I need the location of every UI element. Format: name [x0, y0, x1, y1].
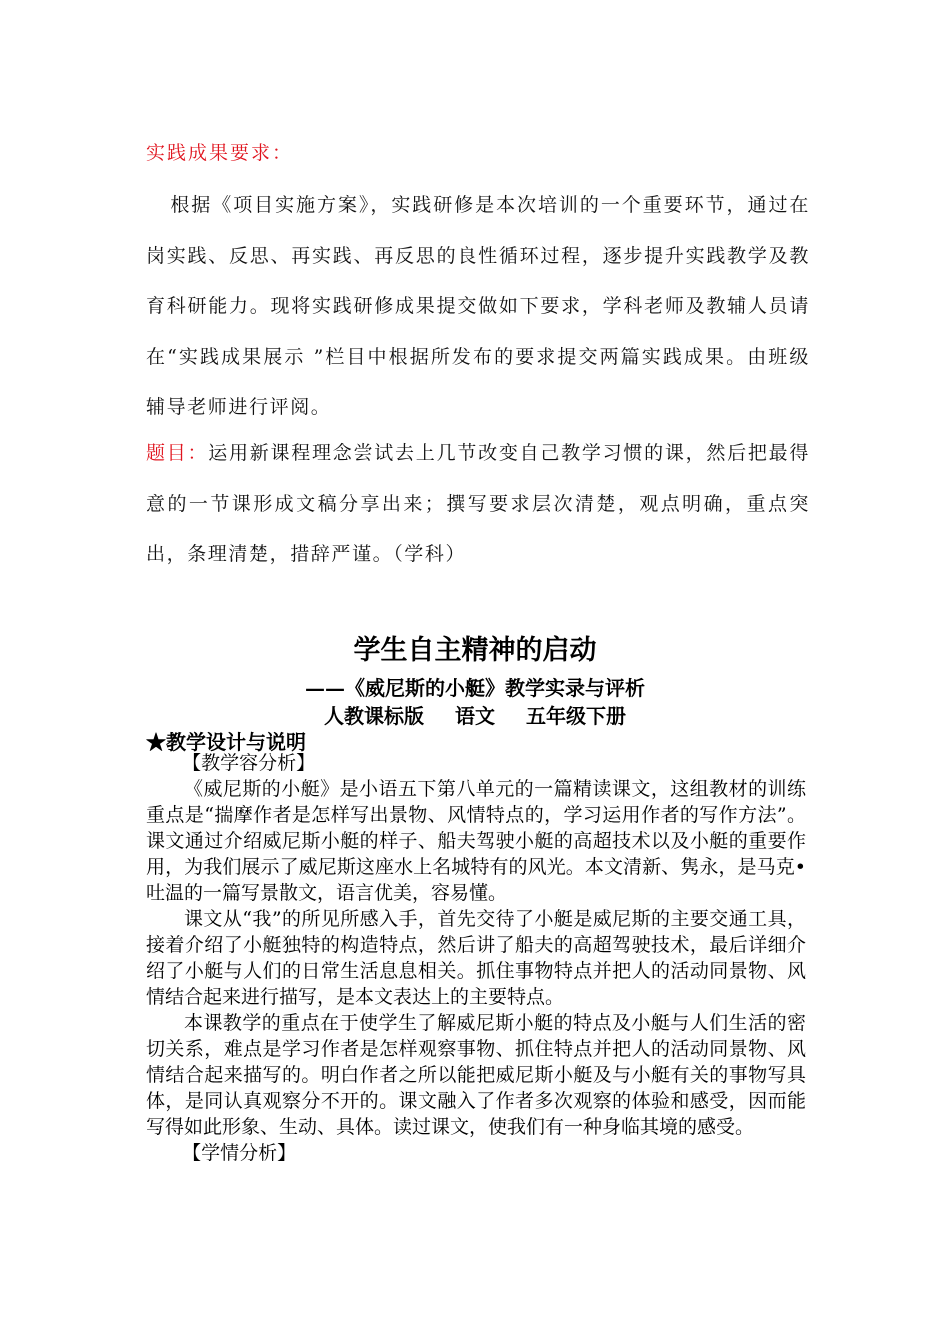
content-paragraph-3: 本课教学的重点在于使学生了解威尼斯小艇的特点及小艇与人们生活的密切关系，难点是学习作者是怎样观察事物、抓住特点并把人的活动同景物、风情结合起来描写的。明白作者之所以能把威尼斯小艇及与小艇有关的事物写具体，是同认真观察分不开的。课文融入了作者多次观察的体验和感受，因而能写得如此形象、生动、具体。读过课文，使我们有一种身临其境的感受。: [146, 1012, 806, 1138]
article-subtitle: ——《威尼斯的小艇》教学实录与评析: [305, 676, 645, 700]
student-analysis-heading: 【学情分析】: [182, 1142, 297, 1164]
requirements-text: 根据《项目实施方案》，实践研修是本次培训的一个重要环节，通过在岗实践、反思、再实践、再反思的良性循环过程，逐步提升实践教学及教育科研能力。现将实践研修成果提交做如下要求，学科老师及教辅人员请在“实践成果展示 ”栏目中根据所发布的要求提交两篇实践成果。由班级辅导老师进行评阅。: [146, 194, 810, 418]
article-content: [146, 750, 806, 1166]
requirements-body: [146, 180, 810, 433]
topic-label: 题目：: [146, 442, 209, 464]
content-paragraph-1: 《威尼斯的小艇》是小语五下第八单元的一篇精读课文，这组教材的训练重点是“揣摩作者是怎样写出景物、风情特点的，学习运用作者的写作方法”。课文通过介绍威尼斯小艇的样子、船夫驾驶小艇的高超技术以及小艇的重要作用，为我们展示了威尼斯这座水上名城特有的风光。本文清新、隽永，是马克•吐温的一篇写景散文，语言优美，容易懂。: [146, 778, 806, 904]
edition-subject: 语文: [455, 704, 495, 728]
edition-line: [0, 700, 950, 729]
article-title: 学生自主精神的启动: [353, 635, 597, 666]
content-analysis-heading: 【教学容分析】: [182, 752, 316, 774]
topic-text: 运用新课程理念尝试去上几节改变自己教学习惯的课，然后把最得意的一节课形成文稿分享出来；撰写要求层次清楚，观点明确，重点突出，条理清楚，措辞严谨。（学科）: [146, 442, 810, 565]
edition-grade: 五年级下册: [525, 704, 626, 728]
edition-publisher: 人教课标版: [324, 704, 425, 728]
requirements-heading: 实践成果要求：: [146, 142, 294, 164]
topic-paragraph: [146, 428, 810, 580]
section-heading: ★教学设计与说明: [146, 730, 306, 754]
content-paragraph-2: 课文从“我”的所见所感入手，首先交待了小艇是威尼斯的主要交通工具，接着介绍了小艇独特的构造特点，然后讲了船夫的高超驾驶技术，最后详细介绍了小艇与人们的日常生活息息相关。抓住事物特点并把人的活动同景物、风情结合起来进行描写，是本文表达上的主要特点。: [146, 908, 806, 1008]
